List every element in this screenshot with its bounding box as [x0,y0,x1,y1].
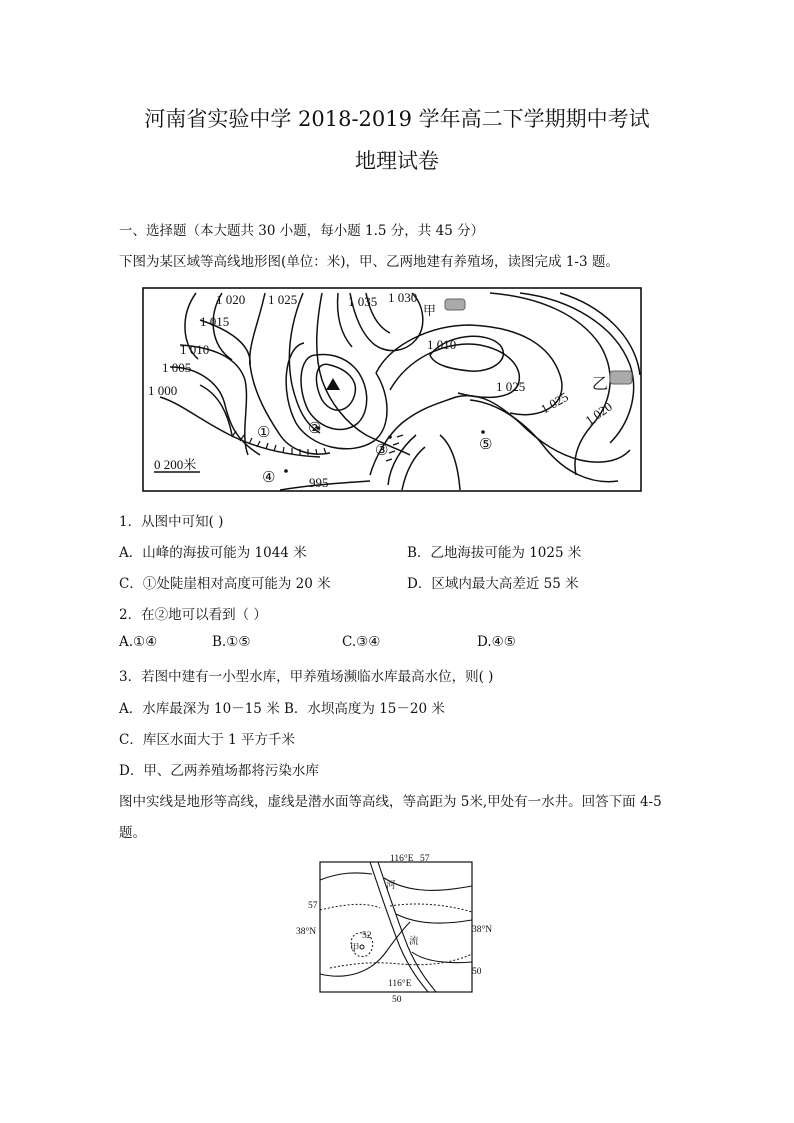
farm-jia-marker [445,299,465,310]
map2-river-liu: 流 [409,937,419,947]
label-1010-b: 1 010 [427,337,457,352]
river-bank-1 [370,862,428,992]
label-1015: 1 015 [200,314,230,329]
q3-options-ab: A．水库最深为 10－15 米 B．水坝高度为 15－20 米 [119,701,445,717]
point-1-label: ① [257,425,271,441]
map-2-frame [320,862,472,992]
point-2-label: ② [308,421,322,437]
label-1025-c: 1 025 [538,388,571,417]
label-1030: 1 030 [388,290,418,305]
label-1025: 1 025 [268,292,298,307]
label-995: 995 [309,475,329,490]
label-1025-b: 1 025 [496,379,526,394]
q2-option-b: B.①⑤ [212,634,251,650]
q1-option-a: A．山峰的海拔可能为 1044 米 [119,545,307,561]
q2-option-d: D.④⑤ [477,634,516,650]
point-5-dot [481,430,485,434]
label-1035: 1 035 [348,294,378,309]
map2-left-lat: 38°N [296,927,317,937]
intro-text-2-cont: 题。 [119,825,146,841]
q2-option-c: C.③④ [342,634,381,650]
label-1005: 1 005 [162,360,192,375]
map2-bottom-50: 50 [392,995,402,1005]
q1-option-b: B．乙地海拔可能为 1025 米 [407,545,582,561]
point-5-label: ⑤ [479,437,493,453]
point-4-dot [284,469,288,473]
scale-label: 0 200米 [154,457,197,472]
q1-stem: 1．从图中可知( ) [119,514,224,530]
q1-option-c: C．①处陡崖相对高度可能为 20 米 [119,576,331,592]
map2-value-52: 52 [362,931,372,941]
q1-option-d: D．区域内最大高差近 55 米 [407,576,579,592]
label-1020-b: 1 020 [582,398,615,428]
map2-bottom-lon: 116°E [388,979,412,989]
farm-yi-marker [610,371,632,384]
section-heading: 一、选择题（本大题共 30 小题，每小题 1.5 分，共 45 分） [119,223,485,239]
point-3-label: ③ [375,443,389,459]
intro-text-2: 图中实线是地形等高线，虚线是潜水面等高线，等高距为 5米,甲处有一水井。回答下面 4-5 [119,794,662,810]
q3-option-d: D．甲、乙两养殖场都将污染水库 [119,763,319,779]
exam-title: 河南省实验中学 2018-2019 学年高二下学期期中考试 [144,107,650,131]
peak-triangle [326,378,340,390]
map2-top-lon: 116°E [390,854,414,864]
point-3-dot [388,435,392,439]
q3-option-c: C．库区水面大于 1 平方千米 [119,732,296,748]
label-1020: 1 020 [216,292,246,307]
contour-lines [160,293,640,490]
water-table-map [296,852,493,1007]
label-1010: 1 010 [180,342,210,357]
q2-option-a: A.①④ [119,634,158,650]
map2-label-jia: 甲 [350,944,360,954]
contour-map-1 [140,285,645,495]
q2-stem: 2．在②地可以看到（ ） [119,607,267,623]
map2-left-57: 57 [308,901,318,911]
map2-right-lat: 38°N [472,925,493,935]
well-jia-marker [360,945,364,949]
map2-right-50: 50 [472,967,482,977]
label-jia: 甲 [423,303,437,318]
intro-text-1: 下图为某区域等高线地形图(单位：米)，甲、乙两地建有养殖场，读图完成 1-3 题。 [119,254,619,270]
map2-river-he: 河 [386,881,396,891]
q3-stem: 3．若图中建有一小型水库，甲养殖场濒临水库最高水位，则( ) [119,669,494,685]
map2-top-57: 57 [420,854,430,864]
exam-subtitle: 地理试卷 [355,149,439,173]
label-1000: 1 000 [148,383,178,398]
label-yi: 乙 [592,376,609,393]
point-4-label: ④ [262,470,276,486]
